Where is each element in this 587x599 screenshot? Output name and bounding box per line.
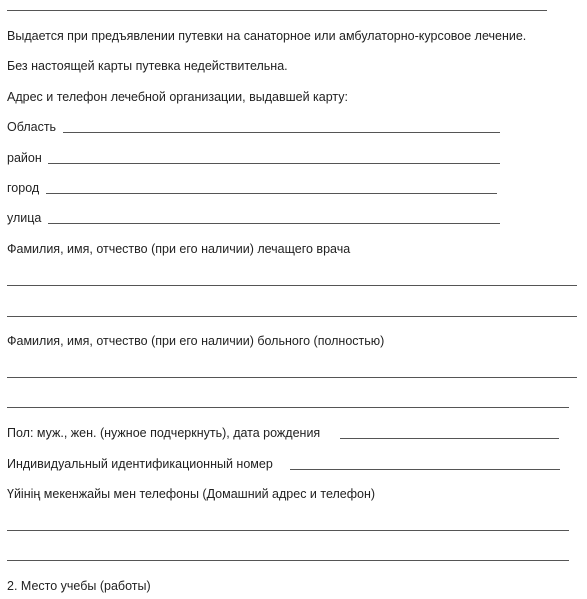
city-label: город xyxy=(7,181,40,195)
doctor-field-2[interactable] xyxy=(7,316,577,317)
home-address-label: Үйінің мекенжайы мен телефоны (Домашний адрес и телефон) xyxy=(7,487,376,501)
city-field[interactable] xyxy=(46,193,497,194)
issue-note: Выдается при предъявлении путевки на санаторное или амбулаторно-курсовое лечение. xyxy=(7,29,527,43)
sex-birthdate-label: Пол: муж., жен. (нужное подчеркнуть), дата рождения xyxy=(7,426,321,440)
street-label: улица xyxy=(7,211,42,225)
street-field[interactable] xyxy=(48,223,500,224)
region-field[interactable] xyxy=(63,132,500,133)
birthdate-field[interactable] xyxy=(340,438,559,439)
iin-field[interactable] xyxy=(290,469,560,470)
study-work-label: 2. Место учебы (работы) xyxy=(7,579,151,593)
district-label: район xyxy=(7,151,42,165)
doctor-label: Фамилия, имя, отчество (при его наличии) лечащего врача xyxy=(7,242,351,256)
district-field[interactable] xyxy=(48,163,500,164)
iin-label: Индивидуальный идентификационный номер xyxy=(7,457,273,471)
home-address-field-2[interactable] xyxy=(7,560,569,561)
doctor-field-1[interactable] xyxy=(7,285,577,286)
region-label: Область xyxy=(7,120,57,134)
top-rule xyxy=(7,10,547,11)
patient-field-1[interactable] xyxy=(7,377,577,378)
validity-note: Без настоящей карты путевка недействительна. xyxy=(7,59,288,73)
patient-label: Фамилия, имя, отчество (при его наличии) больного (полностью) xyxy=(7,334,385,348)
patient-field-2[interactable] xyxy=(7,407,569,408)
address-heading: Адрес и телефон лечебной организации, выдавшей карту: xyxy=(7,90,349,104)
home-address-field-1[interactable] xyxy=(7,530,569,531)
